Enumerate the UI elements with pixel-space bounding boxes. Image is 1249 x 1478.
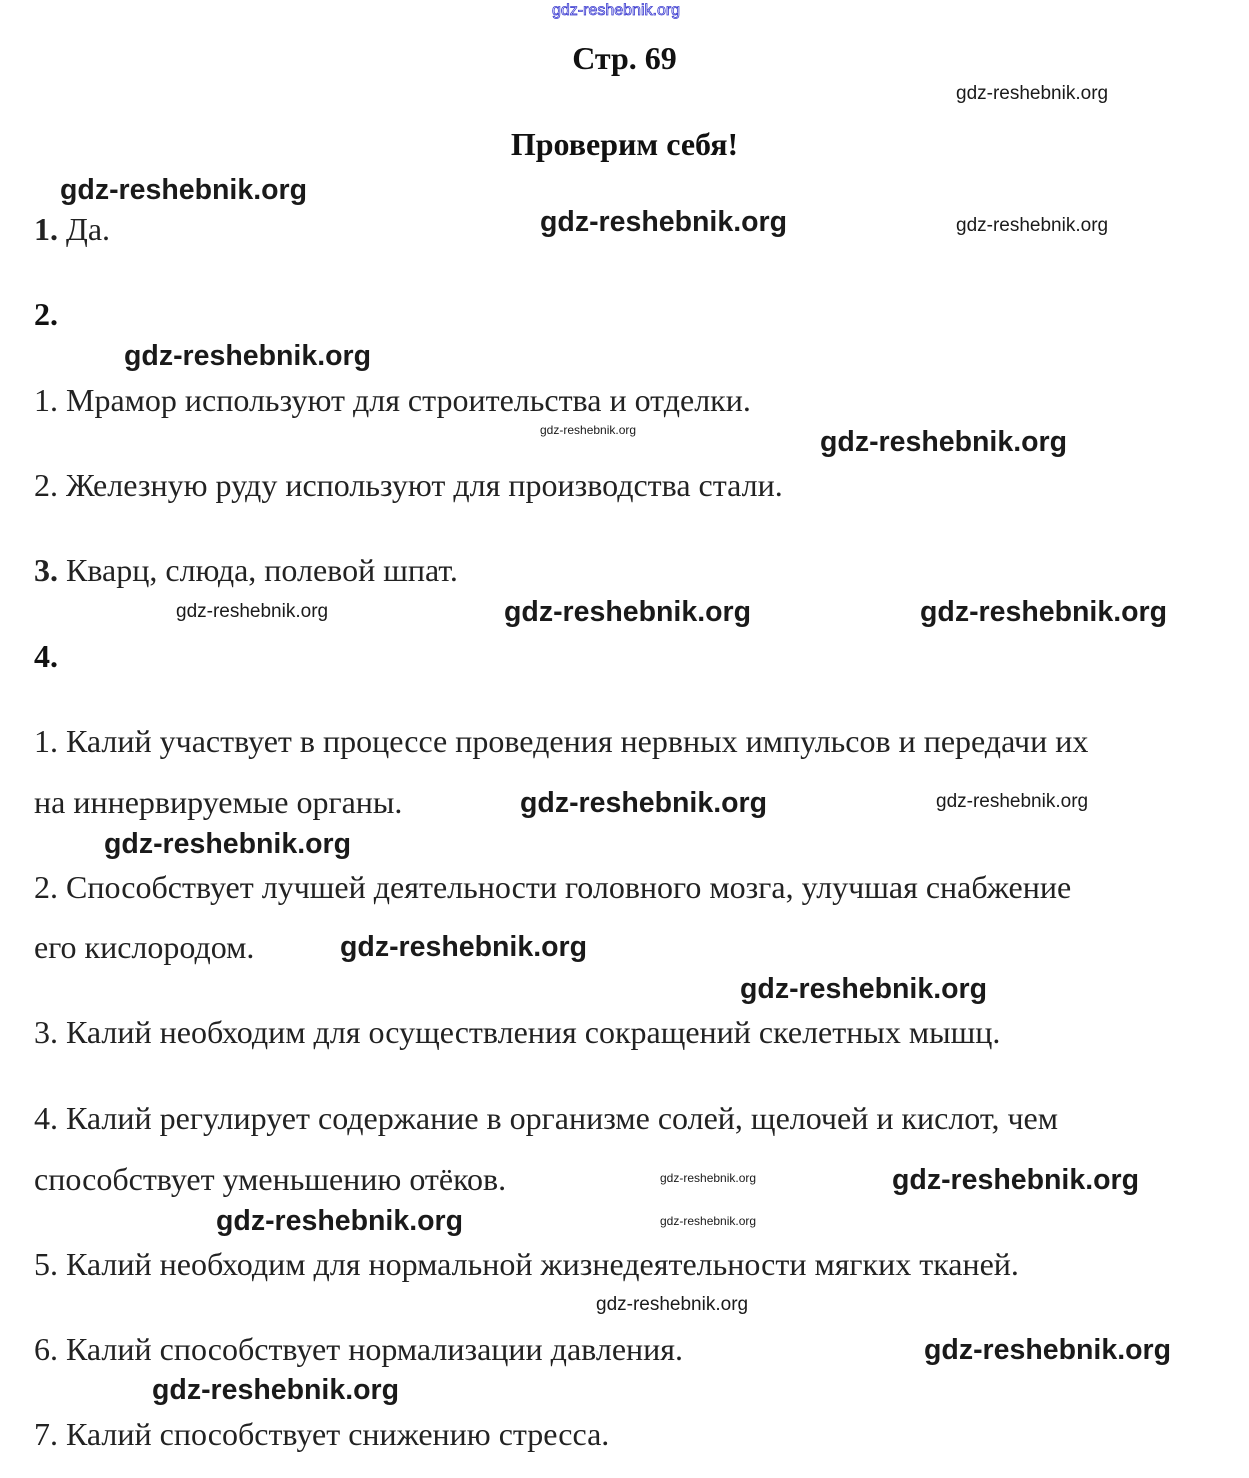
watermark: gdz-reshebnik.org: [660, 1171, 757, 1185]
answer-4-line: 5. Калий необходим для нормальной жизнедеятельности мягких тканей.: [34, 1246, 1019, 1282]
watermark: gdz-reshebnik.org: [60, 174, 308, 206]
answer-2-item: 2. Железную руду используют для производства стали.: [34, 467, 783, 503]
watermark: gdz-reshebnik.org: [340, 931, 588, 963]
answer-3: [34, 554, 458, 586]
answer-2-number: 2.: [34, 296, 58, 332]
watermark: gdz-reshebnik.org: [660, 1214, 757, 1228]
watermark: gdz-reshebnik.org: [892, 1164, 1140, 1196]
answer-4-line: 4. Калий регулирует содержание в организме солей, щелочей и кислот, чем: [34, 1100, 1058, 1136]
section-title: Проверим себя!: [510, 126, 739, 162]
watermark: gdz-reshebnik.org: [216, 1205, 464, 1237]
watermark: gdz-reshebnik.org: [924, 1334, 1172, 1366]
answer-1: [34, 213, 110, 245]
watermark: gdz-reshebnik.org: [152, 1374, 400, 1406]
watermark: gdz-reshebnik.org: [104, 828, 352, 860]
answer-number: 1.: [34, 211, 58, 247]
watermark: gdz-reshebnik.org: [936, 791, 1089, 812]
answer-number: 3.: [34, 552, 58, 588]
watermark: gdz-reshebnik.org: [956, 215, 1109, 236]
page-title: Стр. 69: [572, 40, 677, 76]
watermark: gdz-reshebnik.org: [820, 426, 1068, 458]
watermark: gdz-reshebnik.org: [520, 787, 768, 819]
watermark: gdz-reshebnik.org: [540, 206, 788, 238]
answer-4-line: 7. Калий способствует снижению стресса.: [34, 1416, 610, 1452]
watermark: gdz-reshebnik.org: [540, 423, 637, 437]
answer-4-line: способствует уменьшению отёков.: [34, 1161, 507, 1197]
answer-4-line: его кислородом.: [34, 929, 255, 965]
watermark: gdz-reshebnik.org: [124, 340, 372, 372]
watermark: gdz-reshebnik.org: [596, 1294, 749, 1315]
answer-4-line: на иннервируемые органы.: [34, 784, 403, 820]
answer-4-line: 1. Калий участвует в процессе проведения нервных импульсов и передачи их: [34, 723, 1089, 759]
answer-2-item: 1. Мрамор используют для строительства и отделки.: [34, 382, 751, 418]
answer-text: Кварц, слюда, полевой шпат.: [58, 552, 458, 588]
watermark: gdz-reshebnik.org: [740, 973, 988, 1005]
watermark: gdz-reshebnik.org: [920, 596, 1168, 628]
watermark-logo: gdz-reshebnik.org: [552, 2, 681, 19]
answer-4-line: 2. Способствует лучшей деятельности головного мозга, улучшая снабжение: [34, 869, 1072, 905]
answer-4-number: 4.: [34, 638, 58, 674]
watermark: gdz-reshebnik.org: [176, 601, 329, 622]
answer-text: Да.: [58, 211, 111, 247]
watermark: gdz-reshebnik.org: [956, 83, 1109, 104]
answer-4-line: 6. Калий способствует нормализации давления.: [34, 1331, 683, 1367]
watermark: gdz-reshebnik.org: [504, 596, 752, 628]
answer-4-line: 3. Калий необходим для осуществления сокращений скелетных мышц.: [34, 1014, 1001, 1050]
